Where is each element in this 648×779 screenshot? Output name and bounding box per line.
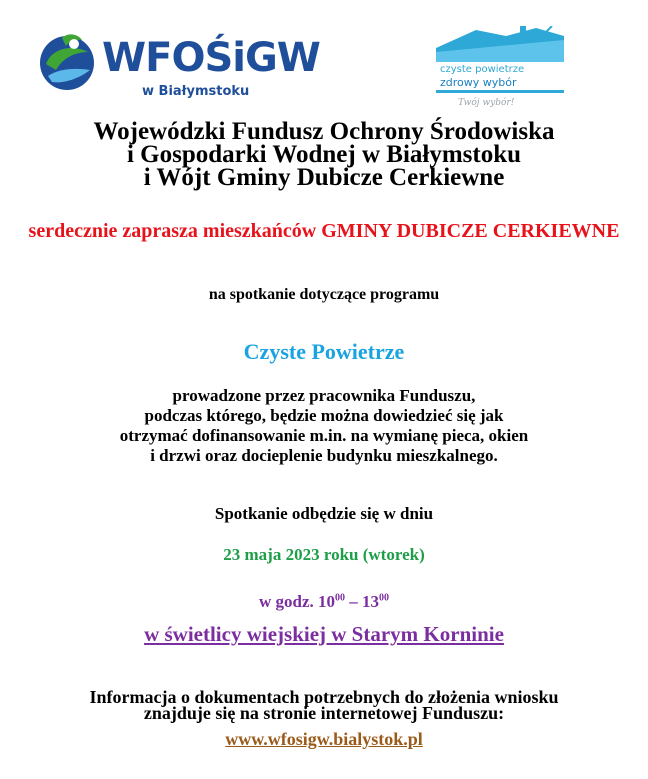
hours-prefix: w godz. 10	[258, 592, 336, 611]
description-line-2: podczas którego, będzie można dowiedzieć się jak	[144, 406, 504, 425]
info-text	[0, 689, 648, 721]
program-description	[0, 386, 648, 466]
description-line-3: otrzymać dofinansowanie m.in. na wymianę pieca, okien	[119, 426, 529, 445]
info-line-1: Informacja o dokumentach potrzebnych do złożenia wniosku	[89, 687, 559, 707]
hours-end-minutes: 00	[379, 592, 390, 604]
logo-line-2: zdrowy wybór	[440, 76, 517, 89]
hours-separator: – 13	[345, 592, 380, 611]
hours-start-minutes: 00	[335, 592, 346, 604]
info-line-2: znajduje się na stronie internetowej Funduszu:	[143, 703, 505, 723]
description-line-1: prowadzone przez pracownika Funduszu,	[172, 386, 476, 405]
wfosigw-emblem-icon	[38, 30, 96, 92]
logo-wordmark: WFOŚiGW	[102, 35, 320, 81]
event-date: 23 maja 2023 roku (wtorek)	[223, 545, 425, 564]
meeting-intro: na spotkanie dotyczące programu	[208, 286, 440, 303]
title-line-2: i Gospodarki Wodnej w Białymstoku	[126, 141, 522, 168]
invitation-text: serdecznie zaprasza mieszkańców GMINY DUBICZE CERKIEWNE	[28, 220, 620, 242]
title-line-3: i Wójt Gminy Dubicze Cerkiewne	[143, 164, 505, 191]
program-name: Czyste Powietrze	[243, 339, 405, 364]
website-link[interactable]: www.wfosigw.bialystok.pl	[225, 729, 423, 749]
event-hours	[0, 592, 648, 612]
description-line-4: i drzwi oraz docieplenie budynku mieszkalnego.	[150, 446, 498, 465]
logo-subtitle: w Białymstoku	[142, 84, 250, 99]
title-line-1: Wojewódzki Fundusz Ochrony Środowiska	[93, 118, 555, 145]
event-place: w świetlicy wiejskiej w Starym Korninie	[144, 622, 504, 646]
logo-divider	[436, 90, 564, 93]
logo-tagline: Twój wybór!	[458, 98, 515, 108]
event-intro: Spotkanie odbędzie się w dniu	[214, 504, 434, 523]
logo-line-1: czyste powietrze	[440, 64, 525, 75]
organizer-title	[0, 120, 648, 189]
wfosigw-logo	[38, 30, 320, 100]
house-roof-icon	[436, 26, 566, 62]
czyste-powietrze-logo	[436, 26, 566, 114]
